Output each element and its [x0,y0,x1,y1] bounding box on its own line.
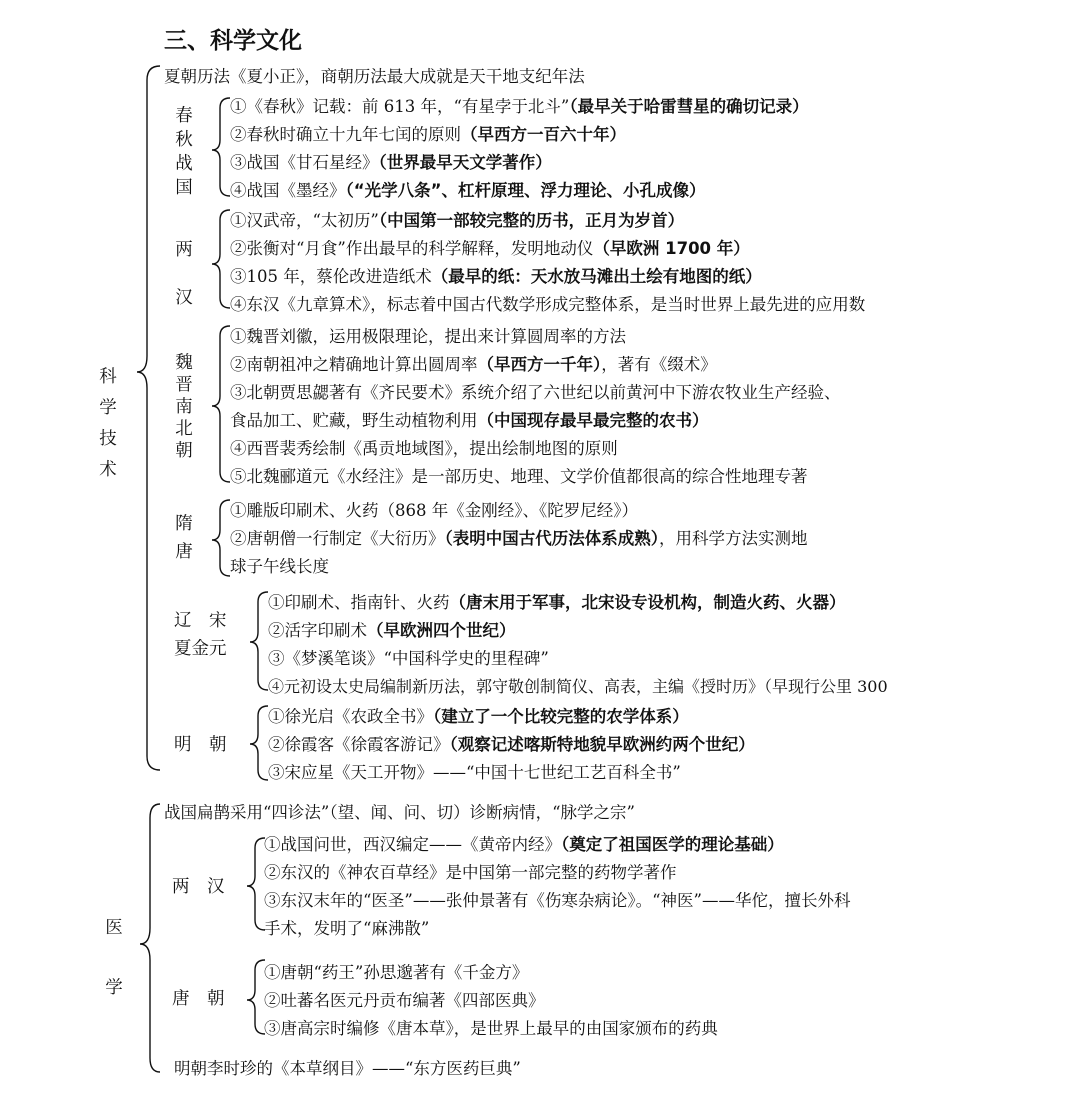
medicine-outro: 明朝李时珍的《本草纲目》——“东方医药巨典” [174,1059,521,1078]
list-item: ②南朝祖冲之精确地计算出圆周率（早西方一千年），著有《缀术》 [230,355,717,374]
list-item: ③唐高宗时编修《唐本草》，是世界上最早的由国家颁布的药典 [264,1019,718,1038]
ming-label: 明 朝 [174,735,227,755]
bracket-med-lianghan [247,838,265,930]
list-item: ④西晋裴秀绘制《禹贡地域图》，提出绘制地图的原则 [230,439,618,458]
list-item: ②活字印刷术（早欧洲四个世纪） [268,621,516,640]
list-item: ④东汉《九章算术》，标志着中国古代数学形成完整体系，是当时世界上最先进的应用数 [230,295,866,314]
page-title: 三、科学文化 [164,28,302,54]
bracket-songyuan [250,592,268,690]
bracket-med-tang [247,960,265,1034]
list-item: ①唐朝“药王”孙思邈著有《千金方》 [264,963,529,982]
list-item: ②徐霞客《徐霞客游记》（观察记述喀斯特地貌早欧洲约两个世纪） [268,735,755,754]
suitang-label: 隋 唐 [175,514,193,562]
list-item: ①徐光启《农政全书》（建立了一个比较完整的农学体系） [268,707,689,726]
songyuan-label-line1: 辽 宋 [174,611,227,631]
science-intro: 夏朝历法《夏小正》，商朝历法最大成就是天干地支纪年法 [164,67,585,86]
list-item: ③战国《甘石星经》（世界最早天文学著作） [230,153,552,172]
medicine-intro: 战国扁鹊采用“四诊法”（望、闻、问、切）诊断病情，“脉学之宗” [164,803,635,822]
list-item: ①雕版印刷术、火药（868 年《金刚经》、《陀罗尼经》） [230,501,638,520]
list-item: ①印刷术、指南针、火药（唐末用于军事，北宋设专设机构，制造火药、火器） [268,593,846,612]
bracket-weijin [212,326,230,482]
weijin-label: 魏 晋 南 北 朝 [175,353,193,461]
list-item: ②吐蕃名医元丹贡布编著《四部医典》 [264,991,545,1010]
lianghan-label: 两 汉 [175,240,193,308]
science-label: 科 学 技 术 [99,367,117,480]
list-item: 球子午线长度 [230,557,329,576]
chunqiu-label: 春 秋 战 国 [175,106,193,198]
list-item: ④元初设太史局编制新历法，郭守敬创制简仪、高表，主编《授时历》（早现行公里 300 [268,677,888,696]
bracket-suitang [212,500,230,576]
list-item: ③北朝贾思勰著有《齐民要术》系统介绍了六世纪以前黄河中下游农牧业生产经验、 [230,383,841,402]
list-item: ②东汉的《神农百草经》是中国第一部完整的药物学著作 [264,863,677,882]
list-item: ④战国《墨经》（“光学八条”、杠杆原理、浮力理论、小孔成像） [230,181,706,200]
bracket-chunqiu [212,98,230,196]
bracket-medicine [140,804,160,1072]
list-item: ③《梦溪笔谈》“中国科学史的里程碑” [268,649,549,668]
med-tang-label: 唐 朝 [172,989,225,1009]
list-item: ③105 年，蔡伦改进造纸术（最早的纸：天水放马滩出土绘有地图的纸） [230,267,762,286]
list-item: 手术，发明了“麻沸散” [264,919,430,938]
list-item: ①战国问世，西汉编定——《黄帝内经》（奠定了祖国医学的理论基础） [264,835,784,854]
songyuan-label-line2: 夏金元 [174,639,227,659]
bracket-lianghan [212,210,230,308]
med-lianghan-label: 两 汉 [172,877,225,897]
list-item: ⑤北魏郦道元《水经注》是一部历史、地理、文学价值都很高的综合性地理专著 [230,467,808,486]
list-item: ①汉武帝，“太初历”（中国第一部较完整的历书，正月为岁首） [230,211,685,230]
list-item: ①魏晋刘徽，运用极限理论，提出来计算圆周率的方法 [230,327,626,346]
medicine-label: 医 学 [105,918,123,998]
bracket-science [137,66,160,770]
list-item: ②张衡对“月食”作出最早的科学解释，发明地动仪（早欧洲 1700 年） [230,239,750,258]
list-item: ③宋应星《天工开物》——“中国十七世纪工艺百科全书” [268,763,681,782]
list-item: ②唐朝僧一行制定《大衍历》（表明中国古代历法体系成熟），用科学方法实测地 [230,529,808,548]
list-item: ③东汉末年的“医圣”——张仲景著有《伤寒杂病论》。“神医”——华佗，擅长外科 [264,891,851,910]
list-item: ②春秋时确立十九年七闰的原则（早西方一百六十年） [230,125,626,144]
list-item: 食品加工、贮藏，野生动植物利用（中国现存最早最完整的农书） [230,411,709,430]
bracket-ming [250,706,268,780]
list-item: ①《春秋》记载：前 613 年，“有星孛于北斗”（最早关于哈雷彗星的确切记录） [230,97,809,116]
